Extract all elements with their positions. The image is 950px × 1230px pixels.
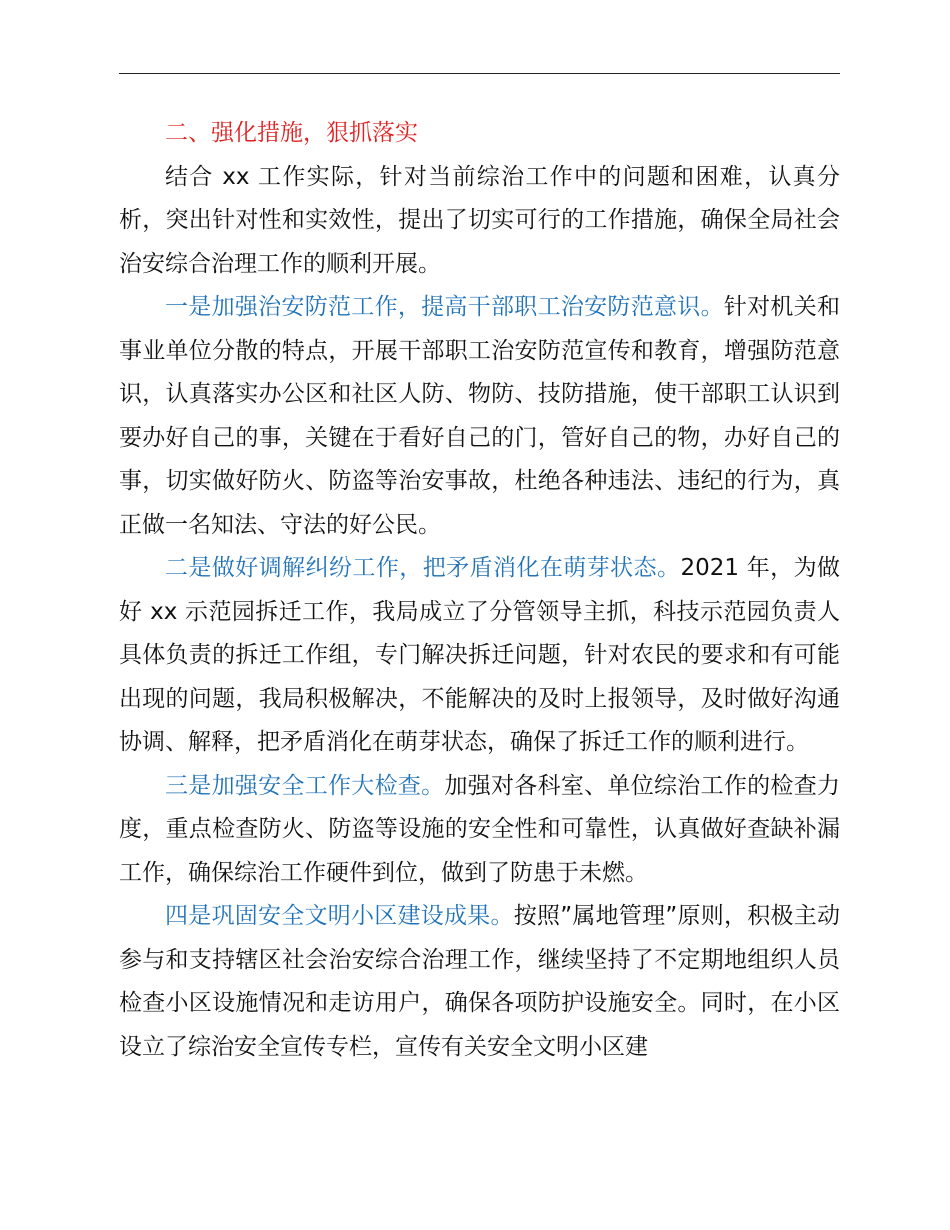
- item-4-lead: 四是巩固安全文明小区建设成果。: [165, 903, 514, 929]
- item-1-text: 针对机关和事业单位分散的特点，开展干部职工治安防范宣传和教育，增强防范意识，认真落实办公区和社区人防、物防、技防措施，使干部职工认识到要办好自己的事，关键在于看好自己的门，管好自己的物，办好自己的事，切实做好防火、防盗等治安事故，杜绝各种违法、违纪的行为，真正做一名知法、守法的好公民。: [119, 294, 841, 538]
- paragraph-item-2: [119, 547, 840, 765]
- paragraph-item-1: [119, 286, 840, 547]
- item-2-lead: 二是做好调解纠纷工作，把矛盾消化在萌芽状态。: [165, 555, 681, 581]
- item-3-text: 加强对各科室、单位综治工作的检查力度，重点检查防火、防盗等设施的安全性和可靠性，认真做好查缺补漏工作，确保综治工作硬件到位，做到了防患于未燃。: [119, 772, 841, 886]
- item-1-lead: 一是加强治安防范工作，提高干部职工治安防范意识。: [165, 294, 724, 320]
- intro-paragraph: 结合 xx 工作实际，针对当前综治工作中的问题和困难，认真分析，突出针对性和实效性，提出了切实可行的工作措施，确保全局社会治安综合治理工作的顺利开展。: [119, 163, 840, 277]
- item-3-lead: 三是加强安全工作大检查。: [165, 772, 445, 799]
- header-rule: [119, 73, 840, 74]
- item-2-text: 2021 年，为做好 xx 示范园拆迁工作，我局成立了分管领导主抓，科技示范园负责人具体负责的拆迁工作组，专门解决拆迁问题，针对农民的要求和有可能出现的问题，我局积极解决，不能解决的及时上报领导，及时做好沟通协调、解释，把矛盾消化在萌芽状态，确保了拆迁工作的顺利进行。: [119, 555, 840, 755]
- item-4-text: 按照”属地管理”原则，积极主动参与和支持辖区社会治安综合治理工作，继续坚持了不定期地组织人员检查小区设施情况和走访用户，确保各项防护设施安全。同时，在小区设立了综治安全宣传专栏，宣传有关安全文明小区建: [119, 903, 840, 1060]
- document-body: [119, 112, 840, 1069]
- section-heading: 二、强化措施，狠抓落实: [165, 120, 418, 146]
- paragraph-item-4: [119, 895, 840, 1069]
- paragraph-item-3: [119, 765, 840, 896]
